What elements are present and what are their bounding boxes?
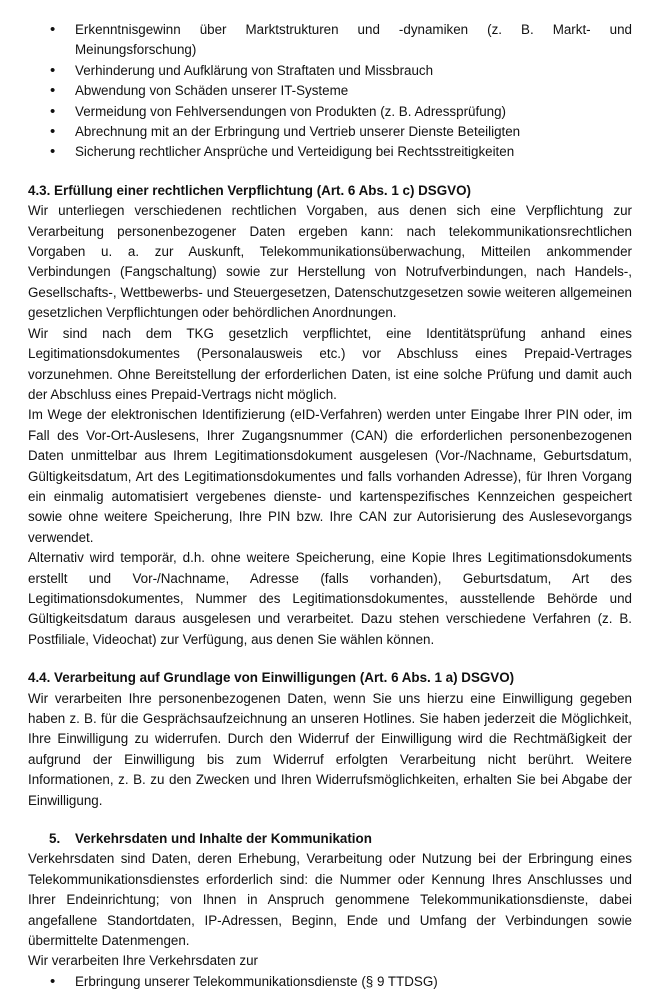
intro-bullet-list xyxy=(28,20,632,163)
list-item: • Erbringung unserer Telekommunikationsdienste (§ 9 TTDSG) xyxy=(28,972,632,992)
section-number: 5. xyxy=(49,831,61,847)
section-heading: 4.3. Erfüllung einer rechtlichen Verpflichtung (Art. 6 Abs. 1 c) DSGVO) xyxy=(28,182,471,198)
paragraph: Wir verarbeiten Ihre personenbezogenen Daten, wenn Sie uns hierzu eine Einwilligung gegeben haben z. B. für die Gesprächsaufzeichnung an unseren Hotlines. Sie haben jederzeit die Möglichkeit, Ihre Einwilligung zu widerrufen. Durch den Widerruf der Einwilligung wird die Rechtmäßigkeit der aufgrund der Einwilligung bis zum Widerruf erfolgten Verarbeitung nicht berührt. Weitere Informationen, z. B. zu den Zwecken und Ihren Widerrufsmöglichkeiten, erhalten Sie bei Abgabe der Einwilligung. xyxy=(28,690,632,808)
section-5-bullet-list xyxy=(28,972,632,992)
section-4-3 xyxy=(28,181,632,650)
paragraph: Alternativ wird temporär, d.h. ohne weitere Speicherung, eine Kopie Ihres Legitimationsdokuments erstellt und Vor-/Nachname, Adresse (falls vorhanden), Geburtsdatum, Art des Legitimationsdokumentes, Nummer des Legitimationsdokumentes, ausstellende Behörde und Gültigkeitsdatum daraus ausgelesen und verarbeitet. Dazu stehen verschiedene Verfahren (z. B. Postfiliale, Videochat) zur Verfügung, aus denen Sie wählen können. xyxy=(28,550,632,647)
list-item: • Erkenntnisgewinn über Marktstrukturen und -dynamiken (z. B. Markt- und Meinungsforschung) xyxy=(28,20,632,61)
list-item: • Vermeidung von Fehlversendungen von Produkten (z. B. Adressprüfung) xyxy=(28,102,632,122)
section-4-4 xyxy=(28,668,632,811)
section-heading xyxy=(28,829,632,849)
section-5 xyxy=(28,829,632,992)
document-page xyxy=(28,20,632,992)
paragraph: Wir sind nach dem TKG gesetzlich verpflichtet, eine Identitätsprüfung anhand eines Legitimationsdokumentes (Personalausweis etc.) vor Abschluss eines Prepaid-Vertrages vorzunehmen. Ohne Bereitstellung der erforderlichen Daten, ist eine solche Prüfung und damit auch der Abschluss eines Prepaid-Vertrags nicht möglich. xyxy=(28,325,632,402)
paragraph: Wir unterliegen verschiedenen rechtlichen Vorgaben, aus denen sich eine Verpflichtung zur Verarbeitung personenbezogener Daten ergeben kann: nach telekommunikationsrechtlichen Vorgaben u. a. zur Auskunft, Telekommunikationsüberwachung, Mitteilen ankommender Verbindungen (Fangschaltung) sowie zur Herstellung von Notrufverbindungen, nach Handels-, Gesellschafts-, Wettbewerbs- und Steuergesetzen, Datenschutzgesetzen sowie weiteren allgemeinen gesetzlichen Verpflichtungen oder behördlichen Anordnungen. xyxy=(28,203,632,321)
section-title: Verkehrsdaten und Inhalte der Kommunikation xyxy=(75,831,372,847)
list-item: • Verhinderung und Aufklärung von Straftaten und Missbrauch xyxy=(28,61,632,81)
paragraph: Im Wege der elektronischen Identifizierung (eID-Verfahren) werden unter Eingabe Ihrer PIN oder, im Fall des Vor-Ort-Auslesens, Ihrer Zugangsnummer (CAN) die erforderlichen personenbezogenen Daten unmittelbar aus Ihrem Legitimationsdokument ausgelesen (Vor-/Nachname, Geburtsdatum, Gültigkeitsdatum, Art des Legitimationsdokumentes und falls vorhanden Adresse), für Ihren Vorgang ein einmalig automatisiert vergebenes dienste- und kartenspezifisches Kennzeichen gespeichert sowie ohne weitere Speicherung, Ihre PIN bzw. Ihre CAN zur Autorisierung des Auslesevorgangs verwendet. xyxy=(28,407,632,545)
list-item: • Sicherung rechtlicher Ansprüche und Verteidigung bei Rechtsstreitigkeiten xyxy=(28,142,632,162)
section-heading: 4.4. Verarbeitung auf Grundlage von Einwilligungen (Art. 6 Abs. 1 a) DSGVO) xyxy=(28,670,515,686)
paragraph: Wir verarbeiten Ihre Verkehrsdaten zur xyxy=(28,953,258,969)
list-item: • Abwendung von Schäden unserer IT-Systeme xyxy=(28,81,632,101)
list-item: • Abrechnung mit an der Erbringung und Vertrieb unserer Dienste Beteiligten xyxy=(28,122,632,142)
paragraph: Verkehrsdaten sind Daten, deren Erhebung, Verarbeitung oder Nutzung bei der Erbringung eines Telekommunikationsdienstes erforderlich sind: die Nummer oder Kennung Ihres Anschlusses und Ihrer Endeinrichtung; von Ihnen in Anspruch genommene Telekommunikationsdienste, dabei angefallene Standortdaten, IP-Adressen, Beginn, Ende und Umfang der Verbindungen sowie übermittelte Datenmengen. xyxy=(28,851,632,949)
